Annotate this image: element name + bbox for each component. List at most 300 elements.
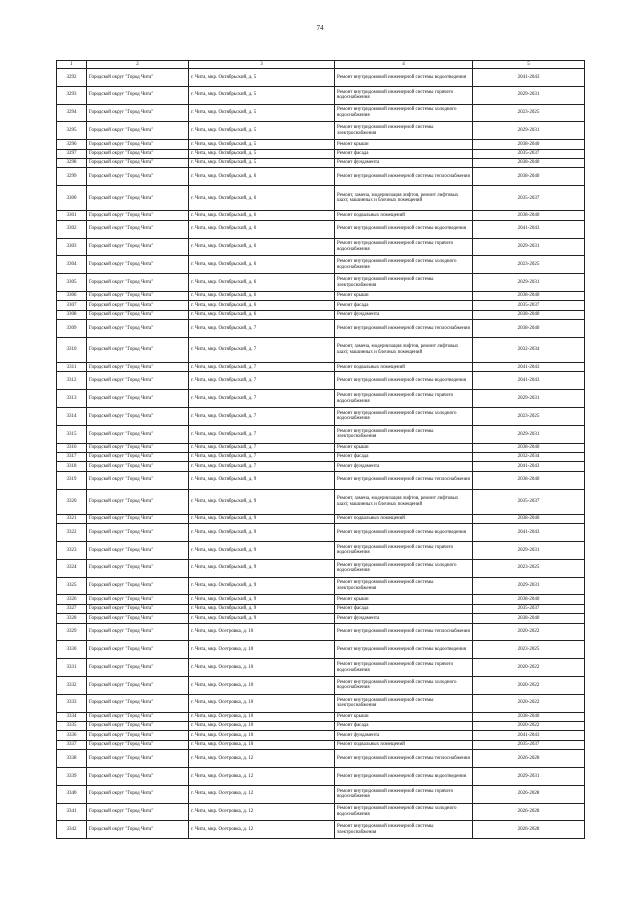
municipality-cell: Городской округ "Город Чита": [87, 542, 189, 560]
row-number-cell: 3323: [57, 542, 87, 560]
work-type-cell: Ремонт фасада: [335, 301, 473, 310]
address-cell: г. Чита, мкр. Осетровка, д. 10: [189, 721, 335, 730]
municipality-cell: Городской округ "Город Чита": [87, 641, 189, 659]
municipality-cell: Городской округ "Город Чита": [87, 471, 189, 489]
row-number-cell: 3322: [57, 524, 87, 542]
table-row: [57, 291, 585, 300]
period-cell: 2038-2040: [473, 168, 585, 186]
period-cell: 2041-2043: [473, 363, 585, 372]
municipality-cell: Городской округ "Город Чита": [87, 337, 189, 362]
period-cell: 2041-2043: [473, 462, 585, 471]
column-number: 3: [189, 61, 335, 69]
work-type-cell: Ремонт фундамента: [335, 614, 473, 623]
municipality-cell: Городской округ "Город Чита": [87, 149, 189, 158]
municipality-cell: Городской округ "Город Чита": [87, 363, 189, 372]
row-number-cell: 3296: [57, 140, 87, 149]
address-cell: г. Чита, мкр. Октябрьский, д. 9: [189, 542, 335, 560]
row-number-cell: 3313: [57, 390, 87, 408]
municipality-cell: Городской округ "Город Чита": [87, 122, 189, 140]
table-row: [57, 86, 585, 104]
table-row: [57, 471, 585, 489]
municipality-cell: Городской округ "Город Чита": [87, 453, 189, 462]
municipality-cell: Городской округ "Город Чита": [87, 514, 189, 523]
row-number-cell: 3315: [57, 425, 87, 443]
municipality-cell: Городской округ "Город Чита": [87, 211, 189, 220]
period-cell: 2020-2022: [473, 623, 585, 641]
work-type-cell: Ремонт внутридомовой инженерной системы водоотведения: [335, 220, 473, 238]
work-type-cell: Ремонт внутридомовой инженерной системы теплоснабжения: [335, 320, 473, 338]
table-row: [57, 443, 585, 452]
table-row: [57, 740, 585, 749]
period-cell: 2035-2037: [473, 740, 585, 749]
table-row: [57, 767, 585, 785]
table-row: [57, 408, 585, 426]
address-cell: г. Чита, мкр. Октябрьский, д. 6: [189, 168, 335, 186]
work-type-cell: Ремонт внутридомовой инженерной системы теплоснабжения: [335, 750, 473, 768]
row-number-cell: 3342: [57, 821, 87, 839]
municipality-cell: Городской округ "Город Чита": [87, 158, 189, 167]
period-cell: 2038-2040: [473, 158, 585, 167]
municipality-cell: Городской округ "Город Чита": [87, 604, 189, 613]
row-number-cell: 3327: [57, 604, 87, 613]
municipality-cell: Городской округ "Город Чита": [87, 390, 189, 408]
row-number-cell: 3297: [57, 149, 87, 158]
address-cell: г. Чита, мкр. Октябрьский, д. 5: [189, 86, 335, 104]
period-cell: 2029-2031: [473, 577, 585, 595]
work-type-cell: Ремонт подвальных помещений: [335, 211, 473, 220]
address-cell: г. Чита, мкр. Октябрьский, д. 6: [189, 256, 335, 274]
table-row: [57, 186, 585, 211]
table-row: [57, 238, 585, 256]
work-type-cell: Ремонт внутридомовой инженерной системы электроснабжения: [335, 274, 473, 292]
row-number-cell: 3329: [57, 623, 87, 641]
work-type-cell: Ремонт внутридомовой инженерной системы водоотведения: [335, 641, 473, 659]
work-type-cell: Ремонт внутридомовой инженерной системы горячего водоснабжения: [335, 542, 473, 560]
address-cell: г. Чита, мкр. Октябрьский, д. 7: [189, 443, 335, 452]
table-row: [57, 803, 585, 821]
address-cell: г. Чита, мкр. Октябрьский, д. 6: [189, 310, 335, 319]
row-number-cell: 3304: [57, 256, 87, 274]
table-row: [57, 577, 585, 595]
row-number-cell: 3318: [57, 462, 87, 471]
municipality-cell: Городской округ "Город Чита": [87, 767, 189, 785]
period-cell: 2029-2031: [473, 86, 585, 104]
work-type-cell: Ремонт внутридомовой инженерной системы водоотведения: [335, 524, 473, 542]
table-row: [57, 320, 585, 338]
table-row: [57, 211, 585, 220]
period-cell: 2020-2022: [473, 659, 585, 677]
period-cell: 2026-2028: [473, 750, 585, 768]
municipality-cell: Городской округ "Город Чита": [87, 731, 189, 740]
municipality-cell: Городской округ "Город Чита": [87, 443, 189, 452]
address-cell: г. Чита, мкр. Октябрьский, д. 5: [189, 104, 335, 122]
municipality-cell: Городской округ "Город Чита": [87, 750, 189, 768]
municipality-cell: Городской округ "Город Чита": [87, 623, 189, 641]
table-row: [57, 614, 585, 623]
municipality-cell: Городской округ "Город Чита": [87, 614, 189, 623]
table-body: [57, 69, 585, 839]
address-cell: г. Чита, мкр. Осетровка, д. 10: [189, 712, 335, 721]
address-cell: г. Чита, мкр. Октябрьский, д. 6: [189, 186, 335, 211]
column-number-row: [57, 61, 585, 69]
municipality-cell: Городской округ "Город Чита": [87, 803, 189, 821]
work-type-cell: Ремонт фасада: [335, 149, 473, 158]
table-row: [57, 158, 585, 167]
row-number-cell: 3307: [57, 301, 87, 310]
work-type-cell: Ремонт крыши: [335, 712, 473, 721]
address-cell: г. Чита, мкр. Октябрьский, д. 9: [189, 577, 335, 595]
municipality-cell: Городской округ "Город Чита": [87, 256, 189, 274]
work-type-cell: Ремонт фундамента: [335, 310, 473, 319]
table-row: [57, 712, 585, 721]
row-number-cell: 3320: [57, 489, 87, 514]
table-row: [57, 542, 585, 560]
column-number: 4: [335, 61, 473, 69]
table-row: [57, 623, 585, 641]
work-type-cell: Ремонт внутридомовой инженерной системы водоотведения: [335, 69, 473, 87]
table-row: [57, 694, 585, 712]
address-cell: г. Чита, мкр. Октябрьский, д. 5: [189, 140, 335, 149]
municipality-cell: Городской округ "Город Чита": [87, 372, 189, 390]
municipality-cell: Городской округ "Город Чита": [87, 186, 189, 211]
table-row: [57, 149, 585, 158]
period-cell: 2038-2040: [473, 320, 585, 338]
period-cell: 2038-2040: [473, 471, 585, 489]
period-cell: 2038-2040: [473, 211, 585, 220]
address-cell: г. Чита, мкр. Октябрьский, д. 7: [189, 372, 335, 390]
address-cell: г. Чита, мкр. Октябрьский, д. 6: [189, 301, 335, 310]
municipality-cell: Городской округ "Город Чита": [87, 676, 189, 694]
period-cell: 2041-2043: [473, 372, 585, 390]
period-cell: 2038-2040: [473, 291, 585, 300]
row-number-cell: 3314: [57, 408, 87, 426]
row-number-cell: 3316: [57, 443, 87, 452]
work-type-cell: Ремонт внутридомовой инженерной системы теплоснабжения: [335, 623, 473, 641]
period-cell: 2029-2031: [473, 238, 585, 256]
table-row: [57, 104, 585, 122]
work-type-cell: Ремонт, замена, модернизация лифтов, ремонт лифтовых шахт, машинных и блочных помещений: [335, 489, 473, 514]
period-cell: 2038-2040: [473, 614, 585, 623]
period-cell: 2026-2028: [473, 785, 585, 803]
work-type-cell: Ремонт внутридомовой инженерной системы теплоснабжения: [335, 168, 473, 186]
table-row: [57, 69, 585, 87]
work-type-cell: Ремонт крыши: [335, 291, 473, 300]
period-cell: 2041-2043: [473, 69, 585, 87]
work-type-cell: Ремонт внутридомовой инженерной системы холодного водоснабжения: [335, 256, 473, 274]
table-row: [57, 122, 585, 140]
municipality-cell: Городской округ "Город Чита": [87, 310, 189, 319]
municipality-cell: Городской округ "Город Чита": [87, 595, 189, 604]
work-type-cell: Ремонт внутридомовой инженерной системы электроснабжения: [335, 821, 473, 839]
table-row: [57, 310, 585, 319]
row-number-cell: 3328: [57, 614, 87, 623]
work-type-cell: Ремонт внутридомовой инженерной системы водоотведения: [335, 767, 473, 785]
row-number-cell: 3300: [57, 186, 87, 211]
address-cell: г. Чита, мкр. Осетровка, д. 10: [189, 676, 335, 694]
work-type-cell: Ремонт, замена, модернизация лифтов, ремонт лифтовых шахт, машинных и блочных помещений: [335, 337, 473, 362]
period-cell: 2023-2025: [473, 104, 585, 122]
row-number-cell: 3333: [57, 694, 87, 712]
municipality-cell: Городской округ "Город Чита": [87, 694, 189, 712]
period-cell: 2035-2037: [473, 186, 585, 211]
address-cell: г. Чита, мкр. Осетровка, д. 10: [189, 740, 335, 749]
period-cell: 2020-2022: [473, 721, 585, 730]
work-type-cell: Ремонт внутридомовой инженерной системы электроснабжения: [335, 425, 473, 443]
work-type-cell: Ремонт подвальных помещений: [335, 740, 473, 749]
work-type-cell: Ремонт внутридомовой инженерной системы горячего водоснабжения: [335, 390, 473, 408]
row-number-cell: 3298: [57, 158, 87, 167]
row-number-cell: 3331: [57, 659, 87, 677]
address-cell: г. Чита, мкр. Октябрьский, д. 7: [189, 408, 335, 426]
row-number-cell: 3312: [57, 372, 87, 390]
row-number-cell: 3301: [57, 211, 87, 220]
work-type-cell: Ремонт подвальных помещений: [335, 363, 473, 372]
column-number: 5: [473, 61, 585, 69]
address-cell: г. Чита, мкр. Осетровка, д. 12: [189, 767, 335, 785]
address-cell: г. Чита, мкр. Октябрьский, д. 6: [189, 291, 335, 300]
municipality-cell: Городской округ "Город Чита": [87, 489, 189, 514]
period-cell: 2038-2040: [473, 514, 585, 523]
address-cell: г. Чита, мкр. Октябрьский, д. 9: [189, 471, 335, 489]
row-number-cell: 3336: [57, 731, 87, 740]
municipality-cell: Городской округ "Город Чита": [87, 320, 189, 338]
municipality-cell: Городской округ "Город Чита": [87, 821, 189, 839]
table-row: [57, 140, 585, 149]
address-cell: г. Чита, мкр. Октябрьский, д. 5: [189, 149, 335, 158]
work-type-cell: Ремонт крыши: [335, 595, 473, 604]
table-row: [57, 731, 585, 740]
work-type-cell: Ремонт фасада: [335, 604, 473, 613]
table-row: [57, 256, 585, 274]
work-type-cell: Ремонт внутридомовой инженерной системы электроснабжения: [335, 694, 473, 712]
table-row: [57, 372, 585, 390]
table-row: [57, 604, 585, 613]
row-number-cell: 3321: [57, 514, 87, 523]
address-cell: г. Чита, мкр. Октябрьский, д. 6: [189, 238, 335, 256]
municipality-cell: Городской округ "Город Чита": [87, 659, 189, 677]
period-cell: 2035-2037: [473, 604, 585, 613]
period-cell: 2041-2043: [473, 731, 585, 740]
period-cell: 2026-2028: [473, 803, 585, 821]
work-type-cell: Ремонт внутридомовой инженерной системы горячего водоснабжения: [335, 238, 473, 256]
address-cell: г. Чита, мкр. Октябрьский, д. 5: [189, 69, 335, 87]
municipality-cell: Городской округ "Город Чита": [87, 462, 189, 471]
row-number-cell: 3292: [57, 69, 87, 87]
period-cell: 2023-2025: [473, 256, 585, 274]
municipality-cell: Городской округ "Город Чита": [87, 301, 189, 310]
row-number-cell: 3338: [57, 750, 87, 768]
address-cell: г. Чита, мкр. Осетровка, д. 10: [189, 659, 335, 677]
work-type-cell: Ремонт фасада: [335, 453, 473, 462]
address-cell: г. Чита, мкр. Осетровка, д. 10: [189, 623, 335, 641]
address-cell: г. Чита, мкр. Октябрьский, д. 9: [189, 559, 335, 577]
municipality-cell: Городской округ "Город Чита": [87, 69, 189, 87]
row-number-cell: 3310: [57, 337, 87, 362]
table-row: [57, 559, 585, 577]
column-number: 2: [87, 61, 189, 69]
address-cell: г. Чита, мкр. Октябрьский, д. 5: [189, 158, 335, 167]
municipality-cell: Городской округ "Город Чита": [87, 104, 189, 122]
row-number-cell: 3305: [57, 274, 87, 292]
municipality-cell: Городской округ "Город Чита": [87, 408, 189, 426]
period-cell: 2023-2025: [473, 408, 585, 426]
address-cell: г. Чита, мкр. Октябрьский, д. 7: [189, 320, 335, 338]
page-number: 74: [316, 24, 324, 32]
table-row: [57, 168, 585, 186]
period-cell: 2029-2031: [473, 425, 585, 443]
table-row: [57, 750, 585, 768]
municipality-cell: Городской округ "Город Чита": [87, 740, 189, 749]
work-type-cell: Ремонт внутридомовой инженерной системы холодного водоснабжения: [335, 676, 473, 694]
address-cell: г. Чита, мкр. Октябрьский, д. 6: [189, 274, 335, 292]
table-row: [57, 453, 585, 462]
municipality-cell: Городской округ "Город Чита": [87, 140, 189, 149]
address-cell: г. Чита, мкр. Октябрьский, д. 6: [189, 220, 335, 238]
municipality-cell: Городской округ "Город Чита": [87, 291, 189, 300]
work-type-cell: Ремонт фасада: [335, 721, 473, 730]
row-number-cell: 3332: [57, 676, 87, 694]
period-cell: 2029-2031: [473, 122, 585, 140]
row-number-cell: 3295: [57, 122, 87, 140]
period-cell: 2035-2037: [473, 149, 585, 158]
work-type-cell: Ремонт внутридомовой инженерной системы холодного водоснабжения: [335, 104, 473, 122]
table-row: [57, 220, 585, 238]
period-cell: 2041-2043: [473, 524, 585, 542]
municipality-cell: Городской округ "Город Чита": [87, 86, 189, 104]
period-cell: 2038-2040: [473, 310, 585, 319]
row-number-cell: 3303: [57, 238, 87, 256]
period-cell: 2023-2025: [473, 559, 585, 577]
table-row: [57, 363, 585, 372]
row-number-cell: 3306: [57, 291, 87, 300]
work-type-cell: Ремонт внутридомовой инженерной системы холодного водоснабжения: [335, 408, 473, 426]
address-cell: г. Чита, мкр. Октябрьский, д. 9: [189, 489, 335, 514]
row-number-cell: 3319: [57, 471, 87, 489]
work-type-cell: Ремонт внутридомовой инженерной системы горячего водоснабжения: [335, 785, 473, 803]
row-number-cell: 3311: [57, 363, 87, 372]
table-row: [57, 595, 585, 604]
work-type-cell: Ремонт внутридомовой инженерной системы горячего водоснабжения: [335, 659, 473, 677]
column-number: 1: [57, 61, 87, 69]
municipality-cell: Городской округ "Город Чита": [87, 425, 189, 443]
address-cell: г. Чита, мкр. Октябрьский, д. 7: [189, 363, 335, 372]
row-number-cell: 3324: [57, 559, 87, 577]
address-cell: г. Чита, мкр. Осетровка, д. 12: [189, 803, 335, 821]
period-cell: 2038-2040: [473, 712, 585, 721]
row-number-cell: 3325: [57, 577, 87, 595]
address-cell: г. Чита, мкр. Осетровка, д. 10: [189, 641, 335, 659]
period-cell: 2026-2028: [473, 821, 585, 839]
table-row: [57, 337, 585, 362]
address-cell: г. Чита, мкр. Октябрьский, д. 9: [189, 614, 335, 623]
table-row: [57, 425, 585, 443]
address-cell: г. Чита, мкр. Осетровка, д. 10: [189, 731, 335, 740]
address-cell: г. Чита, мкр. Октябрьский, д. 9: [189, 514, 335, 523]
municipality-cell: Городской округ "Город Чита": [87, 274, 189, 292]
address-cell: г. Чита, мкр. Октябрьский, д. 7: [189, 337, 335, 362]
row-number-cell: 3308: [57, 310, 87, 319]
municipality-cell: Городской округ "Город Чита": [87, 721, 189, 730]
period-cell: 2038-2040: [473, 140, 585, 149]
municipality-cell: Городской округ "Город Чита": [87, 785, 189, 803]
row-number-cell: 3335: [57, 721, 87, 730]
period-cell: 2032-2034: [473, 337, 585, 362]
row-number-cell: 3339: [57, 767, 87, 785]
period-cell: 2029-2031: [473, 274, 585, 292]
address-cell: г. Чита, мкр. Осетровка, д. 10: [189, 694, 335, 712]
table-row: [57, 821, 585, 839]
municipality-cell: Городской округ "Город Чита": [87, 220, 189, 238]
table-row: [57, 390, 585, 408]
row-number-cell: 3293: [57, 86, 87, 104]
work-type-cell: Ремонт крыши: [335, 443, 473, 452]
row-number-cell: 3326: [57, 595, 87, 604]
work-type-cell: Ремонт, замена, модернизация лифтов, ремонт лифтовых шахт, машинных и блочных помещений: [335, 186, 473, 211]
address-cell: г. Чита, мкр. Октябрьский, д. 9: [189, 604, 335, 613]
work-type-cell: Ремонт внутридомовой инженерной системы холодного водоснабжения: [335, 559, 473, 577]
table-row: [57, 514, 585, 523]
row-number-cell: 3341: [57, 803, 87, 821]
address-cell: г. Чита, мкр. Октябрьский, д. 7: [189, 453, 335, 462]
period-cell: 2029-2031: [473, 767, 585, 785]
municipality-cell: Городской округ "Город Чита": [87, 238, 189, 256]
work-type-cell: Ремонт фундамента: [335, 731, 473, 740]
repair-schedule-table: [56, 60, 585, 839]
address-cell: г. Чита, мкр. Октябрьский, д. 7: [189, 462, 335, 471]
work-type-cell: Ремонт внутридомовой инженерной системы теплоснабжения: [335, 471, 473, 489]
address-cell: г. Чита, мкр. Осетровка, д. 12: [189, 821, 335, 839]
row-number-cell: 3302: [57, 220, 87, 238]
municipality-cell: Городской округ "Город Чита": [87, 712, 189, 721]
table-row: [57, 659, 585, 677]
work-type-cell: Ремонт фундамента: [335, 158, 473, 167]
period-cell: 2041-2043: [473, 220, 585, 238]
row-number-cell: 3317: [57, 453, 87, 462]
row-number-cell: 3330: [57, 641, 87, 659]
period-cell: 2023-2025: [473, 641, 585, 659]
work-type-cell: Ремонт внутридомовой инженерной системы электроснабжения: [335, 122, 473, 140]
address-cell: г. Чита, мкр. Октябрьский, д. 9: [189, 595, 335, 604]
period-cell: 2035-2037: [473, 489, 585, 514]
table-row: [57, 524, 585, 542]
period-cell: 2035-2037: [473, 301, 585, 310]
table-row: [57, 462, 585, 471]
municipality-cell: Городской округ "Город Чита": [87, 577, 189, 595]
row-number-cell: 3334: [57, 712, 87, 721]
municipality-cell: Городской округ "Город Чита": [87, 524, 189, 542]
period-cell: 2029-2031: [473, 542, 585, 560]
period-cell: 2020-2022: [473, 694, 585, 712]
work-type-cell: Ремонт фундамента: [335, 462, 473, 471]
row-number-cell: 3337: [57, 740, 87, 749]
work-type-cell: Ремонт внутридомовой инженерной системы холодного водоснабжения: [335, 803, 473, 821]
table-row: [57, 489, 585, 514]
table-row: [57, 676, 585, 694]
period-cell: 2038-2040: [473, 443, 585, 452]
period-cell: 2020-2022: [473, 676, 585, 694]
address-cell: г. Чита, мкр. Осетровка, д. 12: [189, 785, 335, 803]
work-type-cell: Ремонт внутридомовой инженерной системы водоотведения: [335, 372, 473, 390]
address-cell: г. Чита, мкр. Октябрьский, д. 5: [189, 122, 335, 140]
municipality-cell: Городской округ "Город Чита": [87, 559, 189, 577]
period-cell: 2029-2031: [473, 390, 585, 408]
table-row: [57, 641, 585, 659]
table-row: [57, 785, 585, 803]
address-cell: г. Чита, мкр. Октябрьский, д. 7: [189, 425, 335, 443]
row-number-cell: 3309: [57, 320, 87, 338]
period-cell: 2032-2034: [473, 453, 585, 462]
table-row: [57, 274, 585, 292]
